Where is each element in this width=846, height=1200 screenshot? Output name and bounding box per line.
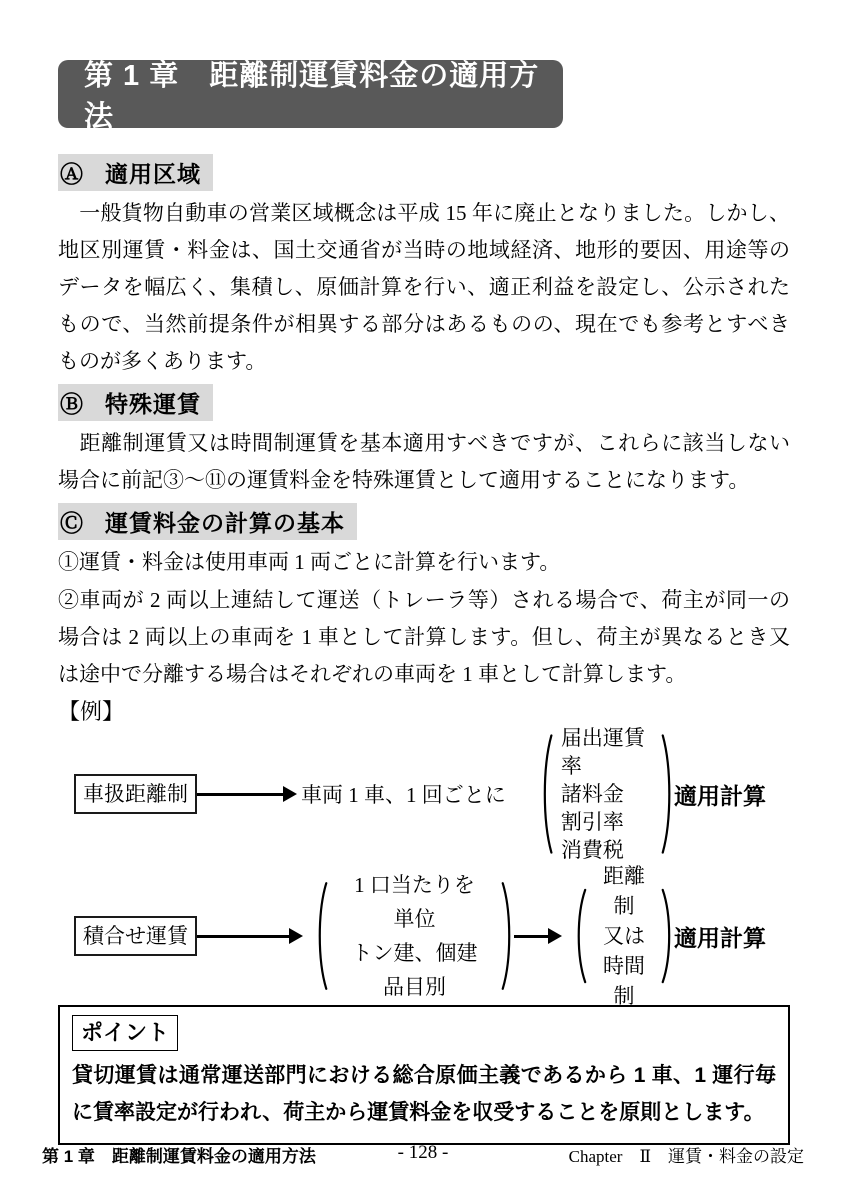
diagram2-system-list xyxy=(587,864,661,1008)
arrow-shaft xyxy=(514,935,548,938)
diagram2-system-group xyxy=(574,864,674,1008)
calc-rule-1: ①運賃・料金は使用車両 1 両ごとに計算を行います。 xyxy=(58,550,561,574)
system-item: 時間制 xyxy=(602,954,645,1008)
section-a-title: 適用区域 xyxy=(105,161,201,187)
section-b-highlight xyxy=(58,384,213,421)
diagram-row-consolidated xyxy=(58,864,790,1008)
section-c-title: 運賃料金の計算の基本 xyxy=(105,510,345,536)
diagram1-factor-group xyxy=(540,726,674,862)
arrow-head xyxy=(289,928,303,944)
section-b-title: 特殊運賃 xyxy=(105,391,201,417)
diagram2-unit-list xyxy=(328,873,501,999)
arrow-shaft xyxy=(197,935,289,938)
footer-part-title: Chapter Ⅱ 運賃・料金の設定 xyxy=(568,1147,804,1166)
arrow-shaft xyxy=(197,793,283,796)
arrow-right-icon xyxy=(514,928,562,944)
diagram2-result: 適用計算 xyxy=(674,924,766,951)
calc-rule-2: ②車両が 2 両以上連結して運送（トレーラ等）される場合で、荷主が同一の場合は 2 両以上の車両を 1 車として計算します。但し、荷主が異なるとき又は途中で分離する場合はそれぞれの車両を 1 車として計算します。 xyxy=(58,588,790,686)
section-b-heading xyxy=(58,384,790,421)
footer-chapter-title: 第 1 章 距離制運賃料金の適用方法 xyxy=(42,1147,316,1166)
factor-item: 諸料金 xyxy=(560,782,624,806)
chapter-title: 第 1 章 距離制運賃料金の適用方法 xyxy=(84,60,540,133)
unit-item: トン建、個建 xyxy=(351,941,478,965)
diagram2-source-box: 積合せ運賃 xyxy=(74,916,197,956)
point-label: ポイント xyxy=(72,1015,178,1051)
point-callout-box xyxy=(58,1005,790,1145)
section-b-marker: Ⓑ xyxy=(60,391,83,417)
section-c-highlight xyxy=(58,503,357,540)
arrow-right-icon xyxy=(197,786,297,802)
unit-item: 1 口当たりを単位 xyxy=(354,873,475,931)
system-item: 距離制 xyxy=(602,864,645,918)
factor-item: 消費税 xyxy=(560,838,624,862)
right-paren-icon xyxy=(661,733,674,855)
page-number: - 128 - xyxy=(397,1142,449,1163)
factor-item: 割引率 xyxy=(560,810,624,834)
diagram-row-distance xyxy=(58,726,790,862)
unit-item: 品目別 xyxy=(382,975,446,999)
arrow-right-icon xyxy=(197,928,303,944)
section-b-body: 距離制運賃又は時間制運賃を基本適用すべきですが、これらに該当しない場合に前記③～⑪の運賃料金を特殊運賃として適用することになります。 xyxy=(58,431,790,492)
left-paren-icon xyxy=(574,888,587,984)
diagram2-unit-group xyxy=(315,873,514,999)
right-paren-icon xyxy=(661,888,674,984)
right-paren-icon xyxy=(501,881,514,991)
section-a-marker: Ⓐ xyxy=(60,161,83,187)
system-item: 又は xyxy=(602,924,645,948)
chapter-title-banner xyxy=(58,60,563,133)
section-a-highlight xyxy=(58,154,213,191)
left-paren-icon xyxy=(315,881,328,991)
section-a-body: 一般貨物自動車の営業区域概念は平成 15 年に廃止となりました。しかし、地区別運賃・料金は、国土交通省が当時の地域経済、地形的要因、用途等のデータを幅広く、集積し、原価計算を行い、適正利益を設定し、公示されたもので、当然前提条件が相異する部分はあるものの、現在でも参考とすべきものが多くあります。 xyxy=(58,201,790,373)
diagram1-factor-list xyxy=(553,726,661,862)
arrow-head xyxy=(548,928,562,944)
diagram1-condition: 車両 1 車、1 回ごとに xyxy=(301,783,506,807)
section-a-heading xyxy=(58,154,790,191)
point-body: 貸切運賃は通常運送部門における総合原価主義であるから 1 車、1 運行毎に賃率設定が行われ、荷主から運賃料金を収受することを原則とします。 xyxy=(72,1064,776,1124)
factor-item: 届出運賃率 xyxy=(560,726,645,778)
section-c-marker: Ⓒ xyxy=(60,510,83,536)
diagram1-source-box: 車扱距離制 xyxy=(74,774,197,814)
left-paren-icon xyxy=(540,733,553,855)
page-footer xyxy=(42,1142,804,1167)
arrow-head xyxy=(283,786,297,802)
section-c-heading xyxy=(58,503,790,540)
example-label: 【例】 xyxy=(58,699,125,724)
diagram1-result: 適用計算 xyxy=(674,782,766,809)
